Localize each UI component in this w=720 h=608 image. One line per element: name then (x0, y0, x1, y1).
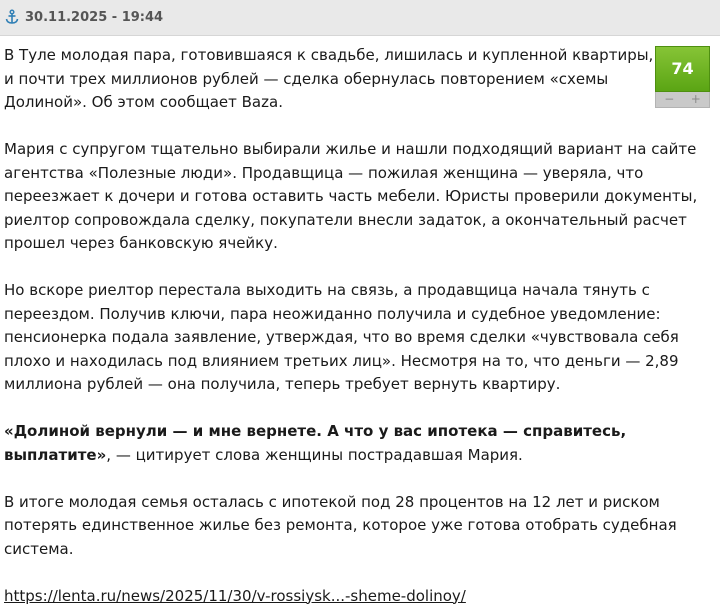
rating-score: 74 (655, 46, 710, 92)
paragraph-intro: В Туле молодая пара, готовившаяся к свадьбе, лишилась и купленной квартиры, и почти трех миллионов рублей — сделка обернулась повторением «схемы Долиной». Об этом сообщает Baza. (4, 44, 716, 115)
post-header (0, 0, 720, 36)
paragraph-search: Мария с супругом тщательно выбирали жилье и нашли подходящий вариант на сайте агентства «Полезные люди». Продавщица — пожилая женщина — уверяла, что переезжает к дочери и готова оставить часть мебели. Юристы проверили документы, риелтор сопровождала сделку, покупатели внесли задаток, а окончательный расчет прошел через банковскую ячейку. (4, 138, 716, 256)
post-date: 30.11.2025 - 19:44 (25, 10, 163, 25)
quote-bold: «Долиной вернули — и мне вернете. А что у вас ипотека — справитесь, выплатите» (4, 422, 626, 464)
quote-paragraph (4, 420, 716, 467)
quote-attribution: , — цитирует слова женщины пострадавшая Мария. (106, 446, 523, 464)
source-paragraph (4, 585, 716, 608)
anchor-icon[interactable] (4, 9, 20, 25)
vote-up-button[interactable]: + (683, 92, 710, 107)
source-link[interactable]: https://lenta.ru/news/2025/11/30/v-rossiysk...-sheme-dolinoy/ (4, 587, 466, 605)
post-body (4, 44, 716, 608)
paragraph-conclusion: В итоге молодая семья осталась с ипотекой под 28 процентов на 12 лет и риском потерять единственное жилье без ремонта, которое уже готова отобрать судебная система. (4, 491, 716, 562)
paragraph-court: Но вскоре риелтор перестала выходить на связь, а продавщица начала тянуть с переездом. Получив ключи, пара неожиданно получила и судебное уведомление: пенсионерка подала заявление, утверждая, что во время сделки «чувствовала себя плохо и находилась под влиянием третьих лиц». Несмотря на то, что деньги — 2,89 миллиона рублей — она получила, теперь требует вернуть квартиру. (4, 279, 716, 397)
vote-down-button[interactable]: − (656, 92, 683, 107)
